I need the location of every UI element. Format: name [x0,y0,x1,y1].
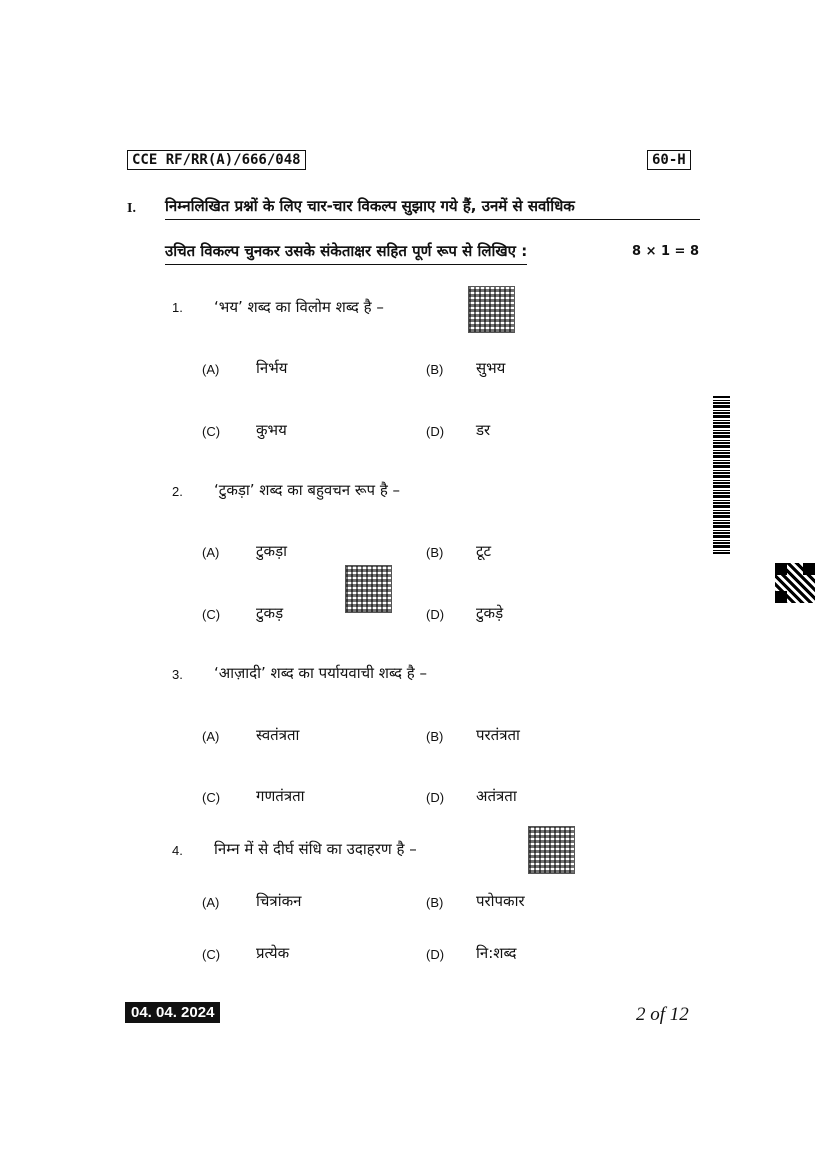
option-label: (B) [426,729,444,744]
instruction-line-2: उचित विकल्प चुनकर उसके संकेताक्षर सहित पूर्ण रूप से लिखिए : [165,241,527,265]
option-text: निर्भय [256,359,288,377]
option-label: (D) [426,947,445,962]
option-text: डर [476,421,491,439]
option-text: सुभय [476,359,506,377]
page-number: 2 of 12 [636,1004,689,1025]
option-text: टुकड़े [476,604,504,622]
question-number: 3. [172,667,183,682]
option-text: परोपकार [476,892,525,910]
option-text: अतंत्रता [476,787,517,805]
option-text: टूट [476,542,492,560]
instruction-line-1: निम्नलिखित प्रश्नों के लिए चार-चार विकल्प सुझाए गये हैं, उनमें से सर्वाधिक [165,196,700,220]
option-label: (C) [202,424,221,439]
option-text: टुकड़ा [256,542,287,560]
option-text: प्रत्येक [256,944,290,962]
option-label: (C) [202,790,221,805]
option-label: (D) [426,607,445,622]
question-number: 4. [172,843,183,858]
option-text: कुभय [256,421,287,439]
option-label: (A) [202,729,220,744]
marks-scheme: 8 × 1 = 8 [632,244,700,259]
option-label: (B) [426,545,444,560]
barcode-icon [713,396,730,554]
qr-code-icon [468,286,515,333]
exam-code: CCE RF/RR(A)/666/048 [127,150,306,170]
option-label: (B) [426,362,444,377]
option-label: (C) [202,607,221,622]
question-text: निम्न में से दीर्घ संधि का उदाहरण है – [214,840,417,858]
qr-code-icon [345,565,392,613]
question-number: 2. [172,484,183,499]
qr-code-icon [528,826,575,874]
exam-date: 04. 04. 2024 [125,1002,220,1023]
qr-code-icon [775,563,815,603]
section-number: I. [127,201,136,216]
question-text: ‘भय’ शब्द का विलोम शब्द है – [214,298,384,316]
question-text: ‘टुकड़ा’ शब्द का बहुवचन रूप है – [214,481,401,499]
question-text: ‘आज़ादी’ शब्द का पर्यायवाची शब्द है – [214,664,427,682]
question-number: 1. [172,300,183,315]
option-text: परतंत्रता [476,726,520,744]
option-label: (A) [202,362,220,377]
option-text: टुकड़ [256,604,284,622]
option-label: (A) [202,545,220,560]
option-text: नि:शब्द [476,944,517,962]
option-label: (B) [426,895,444,910]
option-text: स्वतंत्रता [256,726,300,744]
paper-code: 60-H [647,150,691,170]
option-label: (C) [202,947,221,962]
option-text: गणतंत्रता [256,787,305,805]
option-label: (D) [426,424,445,439]
option-label: (A) [202,895,220,910]
option-label: (D) [426,790,445,805]
option-text: चित्रांकन [256,892,302,910]
